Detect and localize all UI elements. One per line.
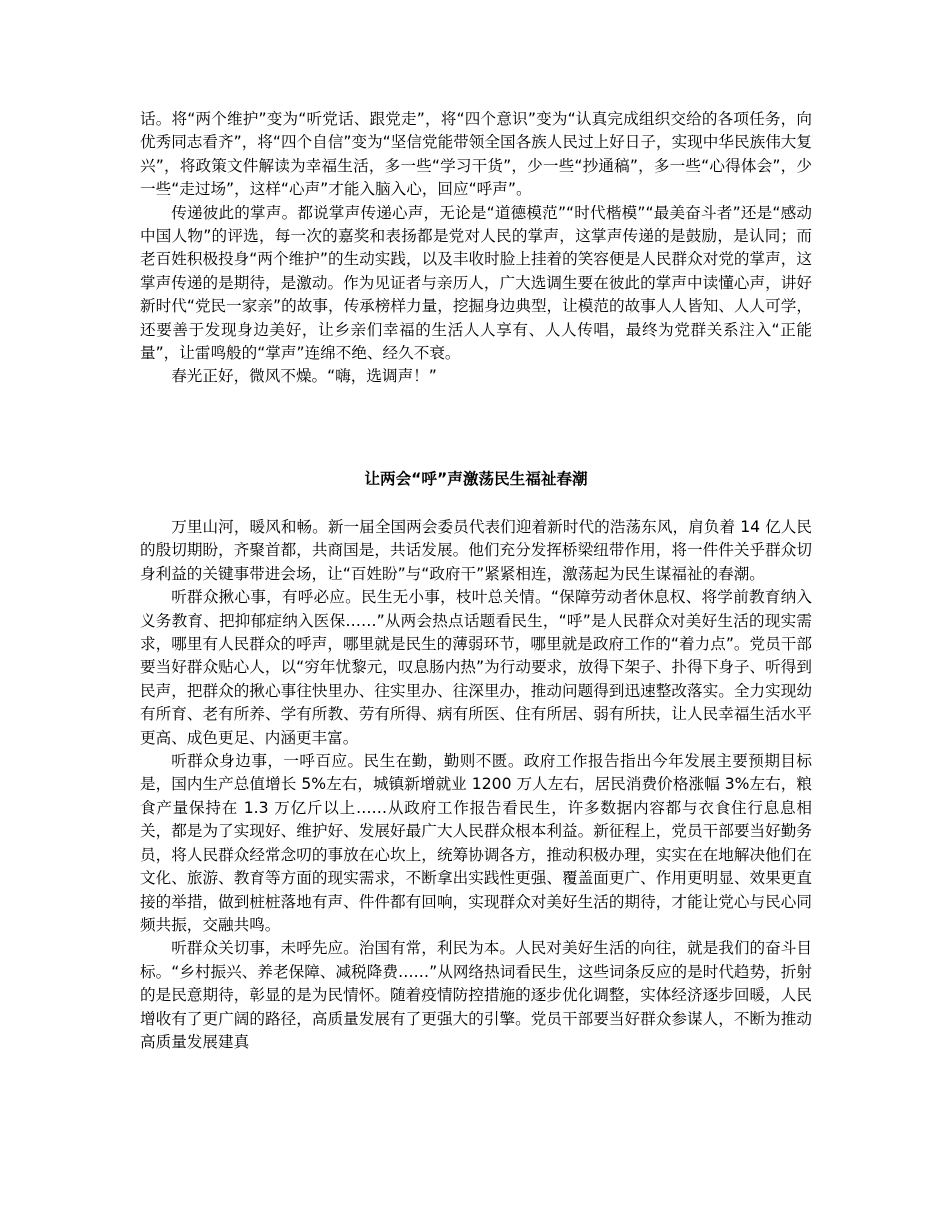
- article-title: [140, 468, 812, 491]
- top-paragraph-continuation: 话。将“两个维护”变为“听党话、跟党走”，将“四个意识”变为“认真完成组织交给的各项任务，向优秀同志看齐”，将“四个自信”变为“坚信党能带领全国各族人民过上好日子，实现中华民族伟大复兴”，将政策文件解读为幸福生活，多一些“学习干货”，少一些“抄通稿”，多一些“心得体会”，少一些“走过场”，这样“心声”才能入脑入心，回应“呼声”。: [140, 110, 812, 199]
- bottom-paragraph-key-concerns: 听群众关切事，未呼先应。治国有常，利民为本。人民对美好生活的向往，就是我们的奋斗目标。“乡村振兴、养老保障、减税降费……”从网络热词看民生，这些词条反应的是时代趋势，折射的是民意期待，彰显的是为民情怀。随着疫情防控措施的逐步优化调整，实体经济逐步回暖，人民增收有了更广阔的路径，高质量发展有了更强大的引擎。党员干部要当好群众参谋人，不断为推动高质量发展建真: [140, 939, 812, 1051]
- bottom-paragraph-urgent-concerns: 听群众揪心事，有呼必应。民生无小事，枝叶总关情。“保障劳动者休息权、将学前教育纳入义务教育、把抑郁症纳入医保……”从两会热点话题看民生，“呼”是人民群众对美好生活的现实需求，哪里有人民群众的呼声，哪里就是民生的薄弱环节，哪里就是政府工作的“着力点”。党员干部要当好群众贴心人，以“穷年忧黎元，叹息肠内热”为行动要求，放得下架子、扑得下身子、听得到民声，把群众的揪心事往快里办、往实里办、往深里办，推动问题得到迅速整改落实。全力实现幼有所育、老有所养、学有所教、劳有所得、病有所医、住有所居、弱有所扶，让人民幸福生活水平更高、成色更足、内涵更丰富。: [140, 588, 812, 747]
- article-title-emphasis: “呼”: [411, 470, 448, 488]
- article-title-before: 让两会: [364, 470, 412, 488]
- bottom-paragraph-daily-concerns: 听群众身边事，一呼百应。民生在勤，勤则不匮。政府工作报告指出今年发展主要预期目标是，国内生产总值增长 5%左右，城镇新增就业 1200 万人左右，居民消费价格涨幅 3%左右，粮食产量保持在 1.3 万亿斤以上……从政府工作报告看民生，许多数据内容都与衣食住行息息相关，都是为了实现好、维护好、发展好最广大人民群众根本利益。新征程上，党员干部要当好勤务员，将人民群众经常念叨的事放在心坎上，统筹协调各方，推动积极办理，实实在在地解决他们在文化、旅游、教育等方面的现实需求，不断拿出实践性更强、覆盖面更广、作用更明显、效果更直接的举措，做到桩桩落地有声、件件都有回响，实现群众对美好生活的期待，才能让党心与民心同频共振，交融共鸣。: [140, 752, 812, 934]
- bottom-section: [140, 516, 812, 1054]
- top-paragraph-applause: 传递彼此的掌声。都说掌声传递心声，无论是“道德模范”“时代楷模”“最美奋斗者”还是“感动中国人物”的评选，每一次的嘉奖和表扬都是党对人民的掌声，这掌声传递的是鼓励，是认同；而老百姓积极投身“两个维护”的生动实践，以及丰收时脸上挂着的笑容便是人民群众对党的掌声，这掌声传递的是期待，是激动。作为见证者与亲历人，广大选调生要在彼此的掌声中读懂心声，讲好新时代“党民一家亲”的故事，传承榜样力量，挖掘身边典型，让模范的故事人人皆知、人人可学，还要善于发现身边美好，让乡亲们幸福的生活人人享有、人人传唱，最终为党群关系注入“正能量”，让雷鸣般的“掌声”连绵不绝、经久不衰。: [140, 203, 812, 363]
- article-title-after: 声激荡民生福祉春潮: [447, 470, 588, 488]
- bottom-paragraph-intro: 万里山河，暖风和畅。新一届全国两会委员代表们迎着新时代的浩荡东风，肩负着 14 亿人民的殷切期盼，齐聚首都，共商国是，共话发展。他们充分发挥桥梁纽带作用，将一件件关乎群众切身利益的关键事带进会场，让“百姓盼”与“政府干”紧紧相连，激荡起为民生谋福祉的春潮。: [140, 518, 812, 583]
- top-section: [140, 108, 812, 389]
- top-paragraph-closing: 春光正好，微风不燥。“嗨，选调声！”: [171, 367, 437, 386]
